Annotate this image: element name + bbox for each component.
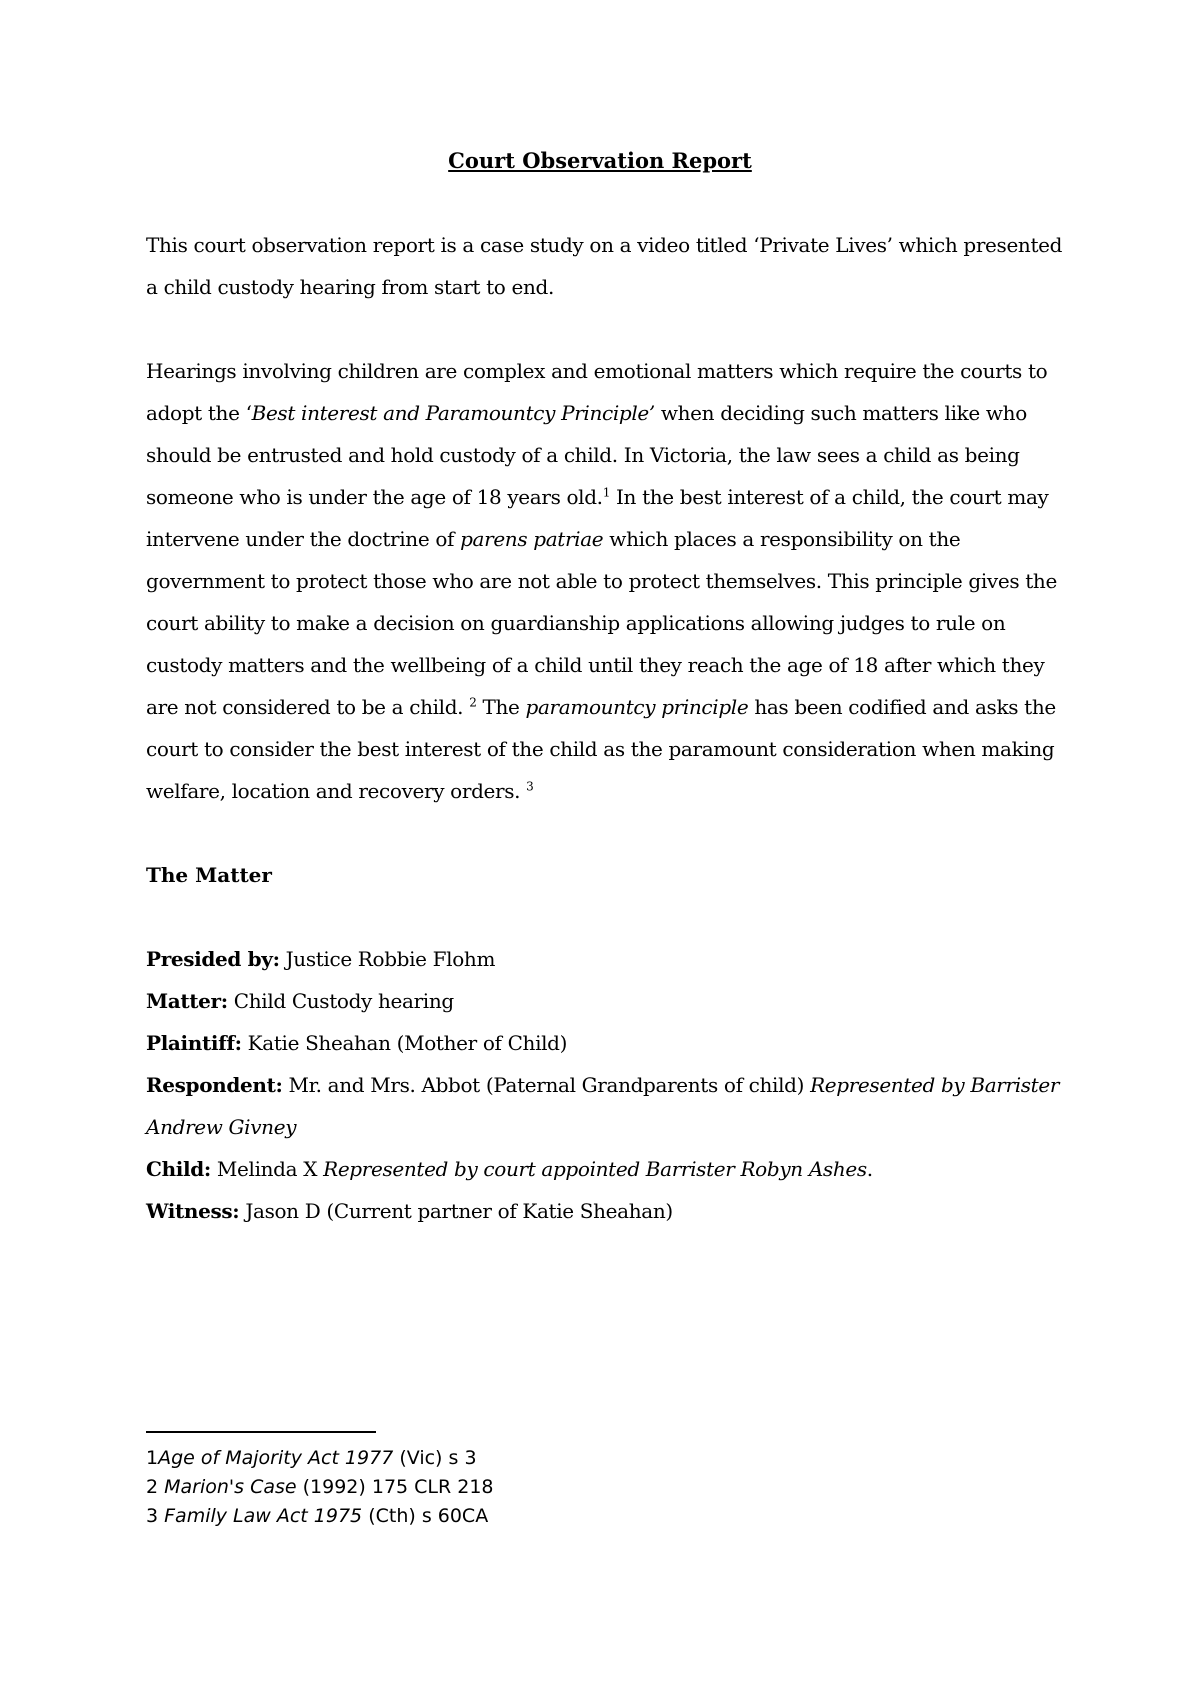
footnote-ref-3[interactable]: 3 bbox=[526, 779, 534, 794]
child-value: Melinda X bbox=[210, 1157, 324, 1181]
footnote-ref-2[interactable]: 2 bbox=[469, 695, 477, 710]
principles-text-6: has been codified and asks the court to consider the best interest of the child as the paramount consideration when making welfare, location and recovery orders. bbox=[146, 695, 1056, 803]
principles-text-4: which places a responsibility on the government to protect those who are not able to protect themselves. This principle gives the court ability to make a decision on guardianship applications allowing judges to rule on custody matters and the wellbeing of a child until they reach the age of 18 after which they are not considered to be a child. bbox=[146, 527, 1057, 719]
footnote-italic: Age of Majority Act 1977 bbox=[158, 1447, 394, 1469]
child-row bbox=[146, 1148, 1066, 1190]
footnote-italic: Family Law Act 1975 bbox=[158, 1505, 363, 1527]
footnote-separator bbox=[146, 1431, 376, 1433]
witness-value: Jason D (Current partner of Katie Sheahan) bbox=[239, 1199, 673, 1223]
respondent-label: Respondent: bbox=[146, 1073, 283, 1097]
presided-value: Justice Robbie Flohm bbox=[279, 947, 496, 971]
principles-italic-3: paramountcy principle bbox=[525, 695, 749, 719]
intro-paragraph: This court observation report is a case study on a video titled ‘Private Lives’ which presented a child custody hearing from start to end. bbox=[146, 233, 1063, 299]
witness-row bbox=[146, 1190, 1066, 1232]
footnote-number: 3 bbox=[146, 1505, 159, 1527]
footnote-text: (Cth) s 60CA bbox=[362, 1505, 489, 1527]
presided-label: Presided by: bbox=[146, 947, 280, 971]
principles-italic-1: Best interest and Paramountcy Principle’ bbox=[251, 401, 655, 425]
matter-details bbox=[146, 938, 1066, 1232]
matter-heading: The Matter bbox=[146, 863, 272, 887]
footnote-2 bbox=[146, 1473, 494, 1502]
matter-label: Matter: bbox=[146, 989, 228, 1013]
child-representation: Represented by court appointed Barrister Robyn Ashes bbox=[323, 1157, 867, 1181]
plaintiff-value: Katie Sheahan (Mother of Child) bbox=[241, 1031, 568, 1055]
footnote-text: (Vic) s 3 bbox=[393, 1447, 477, 1469]
child-end: . bbox=[866, 1157, 873, 1181]
respondent-representation: Represented by Barrister Andrew Givney bbox=[146, 1073, 1060, 1139]
matter-value: Child Custody hearing bbox=[227, 989, 454, 1013]
presided-row bbox=[146, 938, 1066, 980]
footnote-1 bbox=[146, 1444, 494, 1473]
principles-paragraph bbox=[146, 350, 1066, 812]
principles-text-1: Hearings involving children are complex and emotional matters which require the courts to adopt the ‘ bbox=[146, 359, 1048, 425]
footnote-italic: Marion's Case bbox=[158, 1476, 297, 1498]
principles-italic-2: parens patriae bbox=[460, 527, 604, 551]
footnotes bbox=[146, 1444, 494, 1531]
respondent-row bbox=[146, 1064, 1066, 1148]
footnote-number: 1 bbox=[146, 1447, 159, 1469]
footnote-3 bbox=[146, 1502, 494, 1531]
principles-text-3: In the best interest of a child, the court may intervene under the doctrine of bbox=[146, 485, 1049, 551]
report-title: Court Observation Report bbox=[448, 148, 752, 173]
principles-text-5: The bbox=[476, 695, 526, 719]
plaintiff-label: Plaintiff: bbox=[146, 1031, 242, 1055]
matter-row bbox=[146, 980, 1066, 1022]
child-label: Child: bbox=[146, 1157, 211, 1181]
principles-text-2: when deciding such matters like who should be entrusted and hold custody of a child. In Victoria, the law sees a child as being someone who is under the age of 18 years old. bbox=[146, 401, 1027, 509]
footnote-number: 2 bbox=[146, 1476, 159, 1498]
footnote-text: (1992) 175 CLR 218 bbox=[296, 1476, 494, 1498]
respondent-value: Mr. and Mrs. Abbot (Paternal Grandparents of child) bbox=[282, 1073, 811, 1097]
plaintiff-row bbox=[146, 1022, 1066, 1064]
witness-label: Witness: bbox=[146, 1199, 240, 1223]
footnote-ref-1[interactable]: 1 bbox=[602, 485, 610, 500]
